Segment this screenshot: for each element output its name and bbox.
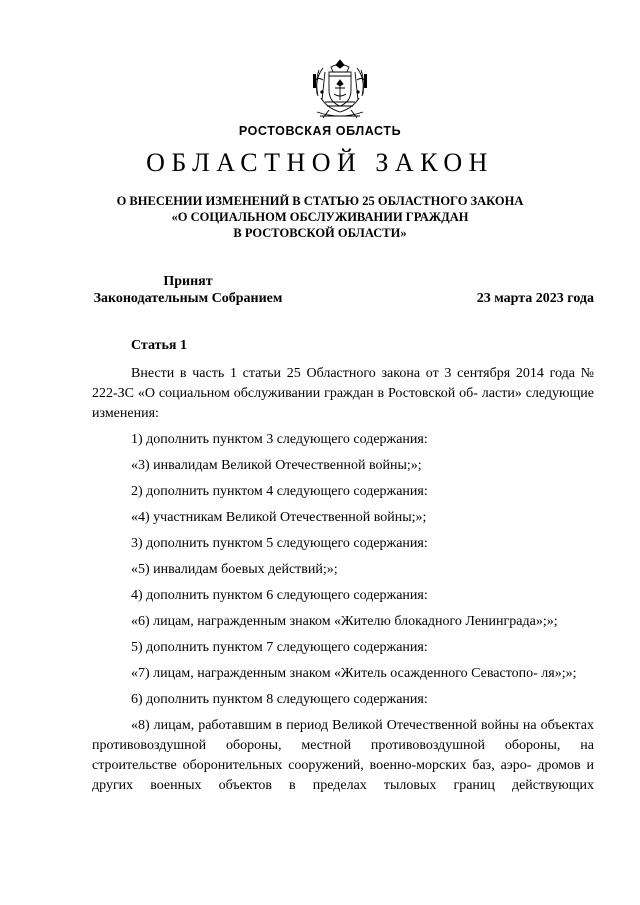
text-line: ласти» следующие изменения:: [92, 386, 594, 421]
list-item: «6) лицам, награжденным знаком «Жителю блокадного Ленинграда»;»;: [131, 614, 558, 629]
adopted-by: Законодательным Собранием: [93, 291, 283, 306]
text-line: на строительстве оборонительных сооружений, военно-морских баз, аэро-: [92, 738, 594, 773]
list-item: [92, 664, 594, 684]
list-item: 5) дополнить пунктом 7 следующего содержания:: [131, 640, 428, 655]
coat-of-arms-icon: [305, 58, 375, 122]
list-item: 6) дополнить пунктом 8 следующего содержания:: [131, 692, 428, 707]
text-line: дромов и других военных объектов в пределах тыловых границ действующих: [92, 758, 595, 793]
list-item: «5) инвалидам боевых действий;»;: [131, 562, 338, 577]
adopted-label: Принят: [163, 274, 213, 289]
adoption-date: 23 марта 2023 года: [476, 291, 594, 306]
text-line: объектах противовоздушной обороны, местной противовоздушной обороны,: [92, 718, 595, 753]
list-item: [92, 716, 594, 796]
paragraph-intro: [92, 364, 594, 424]
adoption-block: [93, 273, 283, 307]
subtitle-line: О ВНЕСЕНИИ ИЗМЕНЕНИЙ В СТАТЬЮ 25 ОБЛАСТНОГО ЗАКОНА: [116, 194, 524, 208]
subtitle-line: «О СОЦИАЛЬНОМ ОБСЛУЖИВАНИИ ГРАЖДАН: [171, 210, 469, 224]
list-item: 2) дополнить пунктом 4 следующего содержания:: [131, 484, 428, 499]
page-title: ОБЛАСТНОЙ ЗАКОН: [146, 148, 494, 177]
text-line: «7) лицам, награжденным знаком «Житель осажденного Севастопо-: [131, 666, 538, 681]
article-heading: Статья 1: [131, 338, 187, 353]
article-body: [92, 364, 594, 802]
list-item: «3) инвалидам Великой Отечественной войны;»;: [131, 458, 422, 473]
text-line: ля»;»;: [541, 666, 577, 681]
text-line: Внести в часть 1 статьи 25 Областного закона от 3 сентября: [131, 366, 511, 381]
law-subtitle: [0, 193, 640, 241]
list-item: «4) участникам Великой Отечественной войны;»;: [131, 510, 427, 525]
list-item: 3) дополнить пунктом 5 следующего содержания:: [131, 536, 428, 551]
region-name: РОСТОВСКАЯ ОБЛАСТЬ: [238, 124, 402, 138]
list-item: 1) дополнить пунктом 3 следующего содержания:: [131, 432, 428, 447]
subtitle-line: В РОСТОВСКОЙ ОБЛАСТИ»: [233, 226, 407, 240]
list-item: 4) дополнить пунктом 6 следующего содержания:: [131, 588, 428, 603]
text-line: 2014 года № 222-ЗС «О социальном обслуживании граждан в Ростовской об-: [92, 366, 595, 401]
text-line: «8) лицам, работавшим в период Великой Отечественной войны на: [131, 718, 537, 733]
